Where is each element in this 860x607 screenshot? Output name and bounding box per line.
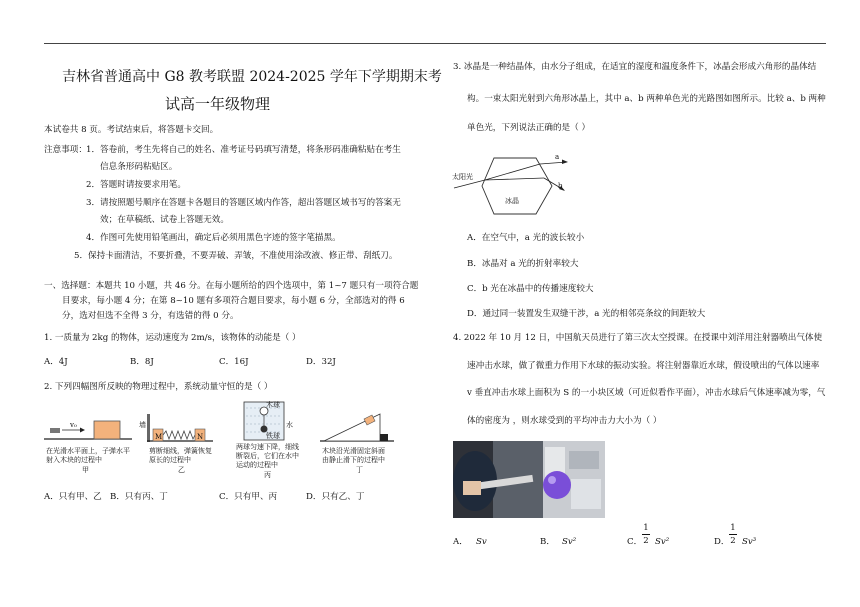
q4-option-c-fraction: [641, 523, 651, 546]
q2-option-d: D．只有乙、丁: [306, 492, 365, 502]
section1-line3: 分，选对但选不全得 3 分，有选错的得 0 分。: [62, 311, 239, 321]
q4-option-a-expr: Sv: [476, 537, 487, 547]
exam-title-line1: 吉林省普通高中 G8 教考联盟 2024-2025 学年下学期期末考: [62, 69, 442, 85]
exam-title-line2: 试高一年级物理: [165, 95, 271, 113]
fraction-bar: [729, 534, 737, 535]
q4-option-d-fraction: [728, 523, 738, 546]
q2-figure-ding: [320, 404, 396, 480]
wood-ball-label: 木球: [266, 401, 280, 409]
iron-ball-label: 铁球: [266, 432, 280, 440]
q4-option-c-denominator: 2: [643, 536, 649, 546]
q4-stem-line2: 速冲击水球，做了微重力作用下水球的振动实验。将注射器靠近水球，假设喷出的气体以速率: [467, 361, 820, 371]
q1-option-d: D．32J: [306, 357, 336, 367]
bullet-block-diagram: [44, 404, 134, 444]
q3-option-b: B．冰晶对 a 光的折射率较大: [467, 259, 579, 269]
figure-jia-tag: 甲: [82, 466, 89, 474]
ray-b-label: b: [558, 182, 563, 190]
figure-bing-tag: 丙: [264, 471, 271, 479]
q3-stem-line1: 3. 冰晶是一种结晶体，由水分子组成，在适宜的湿度和温度条件下，冰晶会形成六角形的晶体结: [453, 62, 817, 72]
q2-option-c: C．只有甲、丙: [219, 492, 278, 502]
sunlight-label: 太阳光: [452, 173, 473, 181]
notes-label: 注意事项：: [44, 145, 87, 155]
astronaut-water-ball-image: [453, 441, 605, 518]
figure-ding-caption-2: 由静止滑下的过程中: [322, 456, 385, 464]
figure-ding-tag: 丁: [356, 466, 363, 474]
q1-option-b: B．8J: [130, 357, 154, 367]
q3-option-a: A．在空气中，a 光的波长较小: [467, 233, 585, 243]
q3-stem-line3: 单色光，下列说法正确的是（ ）: [467, 123, 591, 133]
ray-a-label: a: [555, 153, 560, 161]
q2-figure-yi: [139, 404, 215, 480]
ice-crystal-label: 冰晶: [505, 197, 519, 205]
q2-option-a: A．只有甲、乙: [44, 492, 102, 502]
q2-stem: 2. 下列四幅图所反映的物理过程中，系统动量守恒的是（ ）: [44, 382, 273, 392]
figure-yi-caption-1: 剪断细线，弹簧恢复: [149, 447, 212, 455]
q4-option-b-label: B．: [540, 537, 555, 547]
block-n-label: N: [197, 433, 204, 441]
q4-option-c-label: C．: [627, 537, 643, 547]
note-5: 5．保持卡面清洁，不要折叠，不要弄破、弄皱，不准使用涂改液、修正带、刮纸刀。: [74, 251, 398, 261]
q4-option-a-label: A．: [453, 537, 468, 547]
figure-jia-caption-2: 射入木块的过程中: [46, 456, 102, 464]
q2-option-b: B．只有丙、丁: [110, 492, 168, 502]
block-m-label: M: [155, 433, 163, 441]
note-4: 4．作图可先使用铅笔画出，确定后必须用黑色字迹的签字笔描黑。: [86, 233, 341, 243]
note-1: 1．答卷前，考生先将自己的姓名、准考证号码填写清楚，将条形码准确粘贴在考生: [86, 145, 401, 155]
water-label: 水: [286, 421, 293, 429]
top-rule: [44, 43, 826, 44]
figure-bing-caption-1: 两球匀速下降，细线: [236, 443, 299, 451]
q3-option-d: D．通过同一装置发生双缝干涉，a 光的相邻亮条纹的间距较大: [467, 309, 706, 319]
intro-text: 本试卷共 8 页。考试结束后，将答题卡交回。: [44, 125, 219, 135]
spring-blocks-diagram: [143, 404, 215, 444]
q4-option-d-expr: Sv³: [742, 537, 757, 547]
q1-option-c: C．16J: [219, 357, 249, 367]
note-2: 2．答题时请按要求用笔。: [86, 180, 186, 190]
q4-option-c-expr: Sv²: [655, 537, 670, 547]
q4-option-d-denominator: 2: [730, 536, 736, 546]
hexagon-light-path-diagram: [452, 150, 582, 230]
q3-stem-line2: 构。一束太阳光射到六角形冰晶上，其中 a、b 两种单色光的光路图如图所示。比较 a、b 两种: [467, 94, 826, 104]
q4-stem-line4: 体的密度为 ，则水球受到的平均冲击力大小为（ ）: [467, 416, 662, 426]
figure-bing-caption-2: 断裂后，它们在水中: [236, 452, 299, 460]
q4-option-b-expr: Sv²: [562, 537, 577, 547]
section1-line2: 目要求，每小题 4 分；在第 8~10 题有多项符合题目要求，每小题 6 分，全部选对的得 6: [62, 296, 405, 306]
q4-option-c-numerator: 1: [643, 523, 649, 533]
fraction-bar: [642, 534, 650, 535]
wall-label: 墙: [139, 421, 146, 429]
q4-stem-line3: v 垂直冲击水球上面积为 S 的一小块区域（可近似看作平面），冲击水球后气体速率减为零，气: [467, 388, 826, 398]
q1-stem: 1. 一质量为 2kg 的物体，运动速度为 2m/s，该物体的动能是（ ）: [44, 333, 301, 343]
space-lesson-photo: [453, 441, 605, 518]
q2-figure-jia: [44, 404, 134, 480]
ice-crystal-figure: [452, 150, 582, 230]
section1-line1: 一、选择题：本题共 10 小题，共 46 分。在每小题所给的四个选项中，第 1~7 题只有一项符合题: [44, 281, 419, 291]
note-3-cont: 效；在草稿纸、试卷上答题无效。: [100, 215, 229, 225]
note-1-cont: 信息条形码粘贴区。: [100, 162, 178, 172]
figure-yi-tag: 乙: [178, 466, 185, 474]
note-3: 3．请按照题号顺序在答题卡各题目的答题区域内作答，超出答题区域书写的答案无: [86, 198, 401, 208]
figure-bing-caption-3: 运动的过程中: [236, 461, 278, 469]
q4-stem-line1: 4. 2022 年 10 月 12 日，中国航天员进行了第三次太空授课。在授课中刘洋用注射器喷出气体使: [453, 333, 823, 343]
q2-figure-bing: [236, 400, 308, 480]
figure-yi-caption-2: 原长的过程中: [149, 456, 191, 464]
q3-option-c: C．b 光在冰晶中的传播速度较大: [467, 284, 594, 294]
q4-option-d-label: D．: [714, 537, 730, 547]
figure-jia-caption-1: 在光滑水平面上，子弹水平: [46, 447, 130, 455]
velocity-label: v₀: [70, 421, 77, 429]
figure-ding-caption-1: 木块沿光滑固定斜面: [322, 447, 385, 455]
q1-option-a: A．4J: [44, 357, 68, 367]
incline-block-diagram: [320, 404, 396, 444]
q4-option-d-numerator: 1: [730, 523, 736, 533]
